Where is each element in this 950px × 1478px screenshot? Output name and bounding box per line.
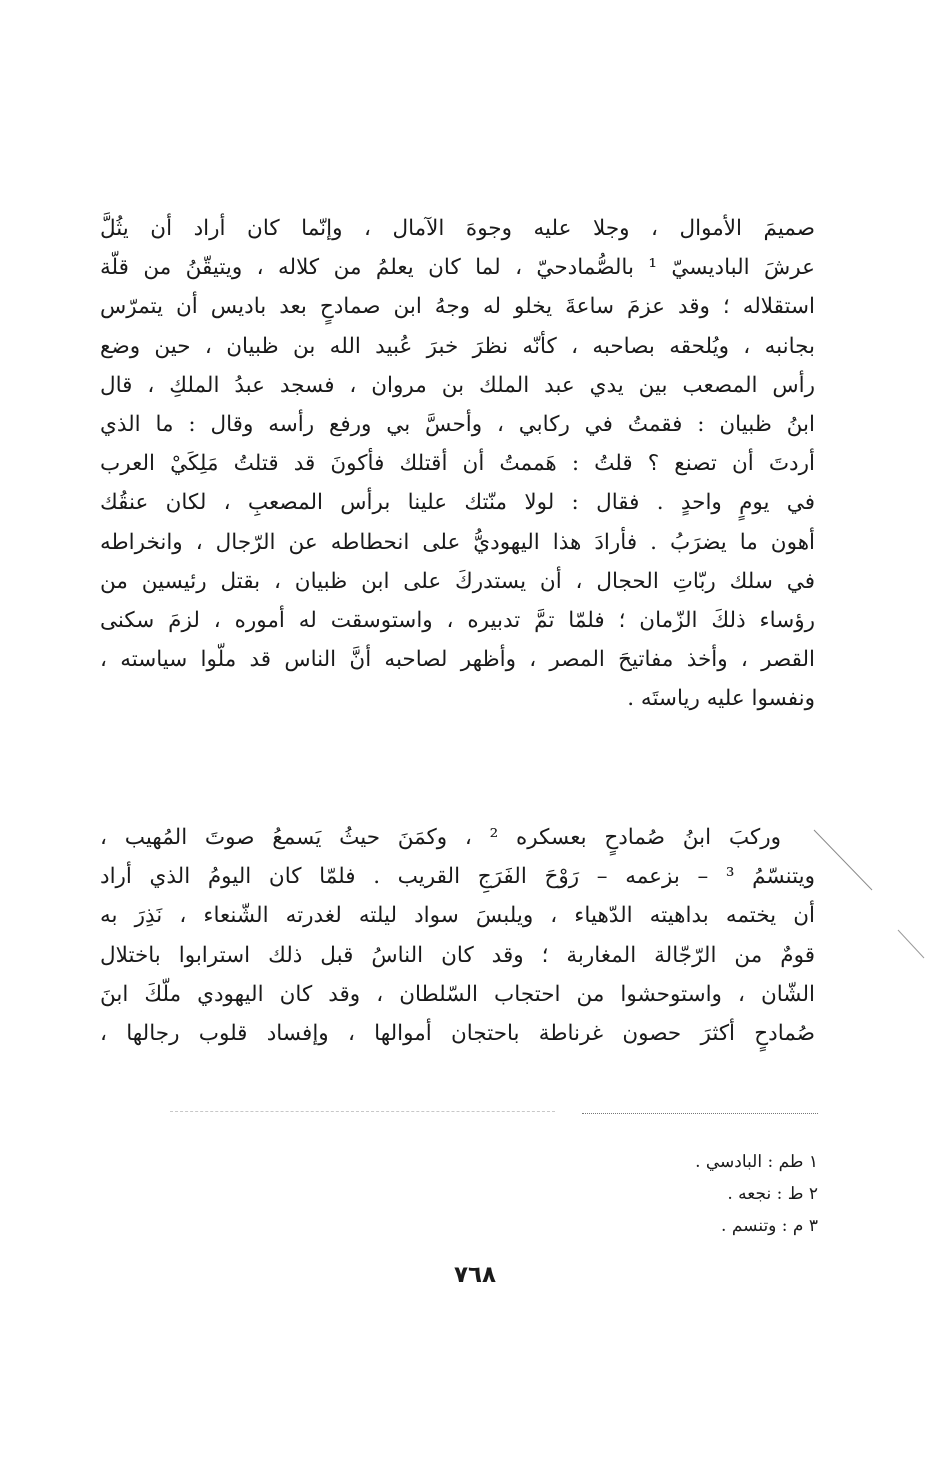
footnote: ١ طم : البادسي . [695,1152,818,1172]
paragraph-1 [100,209,815,719]
text-line: صُمادحٍ أكثرَ حصون غرناطة باحتجان أموالها ، وإفساد قلوب رجالها ، [100,1021,815,1047]
footnote: ٢ ط : نجعه . [727,1184,818,1204]
text-line: أن يختمه بداهيته الدّهياء ، ويلبسَ سواد ليلته لغدرته الشّنعاء ، نَذِرَ به [100,903,815,929]
text-line: رؤساء ذلكَ الزّمان ؛ فلمّا تمَّ تدبيره ، واستوسقت له أموره ، لزمَ سكنى [100,608,815,634]
footnote: ٣ م : وتنسم . [721,1216,818,1236]
text-line: الشّان ، واستوحشوا من احتجاب السّلطان ، وقد كان اليهودي ملّكَ ابنَ [100,981,815,1007]
faint-divider [170,1111,555,1112]
text-line: استقلاله ؛ وقد عزمَ ساعةَ يخلو له وجهُ ابن صمادحٍ بعد باديس أن يتمرّس [100,294,815,320]
text-line: في يومٍ واحدٍ . فقال : لولا منّتك علينا برأس المصعبِ ، لكان عنقُك [100,490,815,516]
text-line: في سلك ربّاتِ الحجال ، أن يستدركَ على ابن ظبيان ، بقتل رئيسين من [100,568,815,594]
footnote-divider [582,1113,818,1114]
text-line: رأس المصعب بين يدي عبد الملك بن مروان ، فسجد عبدُ الملكِ ، قال [100,372,815,398]
footnotes [520,1146,818,1242]
text-line: صميمَ الأموال ، وجلا عليه وجوهَ الآمال ، وإنّما كان أراد أن يثُلَّ [100,216,815,241]
text-line: أهون ما يضرَبُ . فأرادَ هذا اليهوديُّ على انحطاطه عن الرّجال ، وانخراطه [100,529,815,555]
text-line: وركبَ ابنُ صُمادحٍ بعسكره ² ، وكمَنَ حيثُ يَسمعُ صوتَ المُهيب ، [100,825,781,850]
text-line: أردتَ أن تصنع ؟ قلتُ : هَممتُ أن أقتلك فأكونَ قد قتلتُ مَلِكَيْ العرب [100,451,815,477]
text-line: ونفسوا عليه رياستَه . [627,686,815,712]
text-line: قومٌ من الرّجّالة المغاربة ؛ وقد كان الناسُ قبل ذلك استرابوا باختلال [100,942,815,968]
page-number: ٧٦٨ [453,1262,497,1288]
text-line: القصر ، وأخذ مفاتيحَ المصر ، وأظهر لصاحبه أنَّ الناس قد ملّوا سياسته ، [100,647,815,673]
text-line: ويتنسّمُ ³ – بزعمه – رَوْحَ الفَرَجِ القريب . فلمّا كان اليومُ الذي أراد [100,864,815,890]
text-line: بجانبه ، ويُلحقه بصاحبه ، كأنّه نظرَ خبرَ عُبيد الله بن ظبيان ، حين وضع [100,333,815,359]
margin-scan-marks [812,820,932,980]
paragraph-2 [100,818,815,1053]
text-line: عرشَ الباديسيّ ¹ بالصُّمادحيّ ، لما كان يعلمُ من كلاله ، ويتيقّنُ من قلّة [100,255,815,281]
text-line: ابنُ ظبيان : فقمتُ في ركابي ، وأحسَّ بي ورفع رأسه وقال : ما الذي [100,412,815,438]
